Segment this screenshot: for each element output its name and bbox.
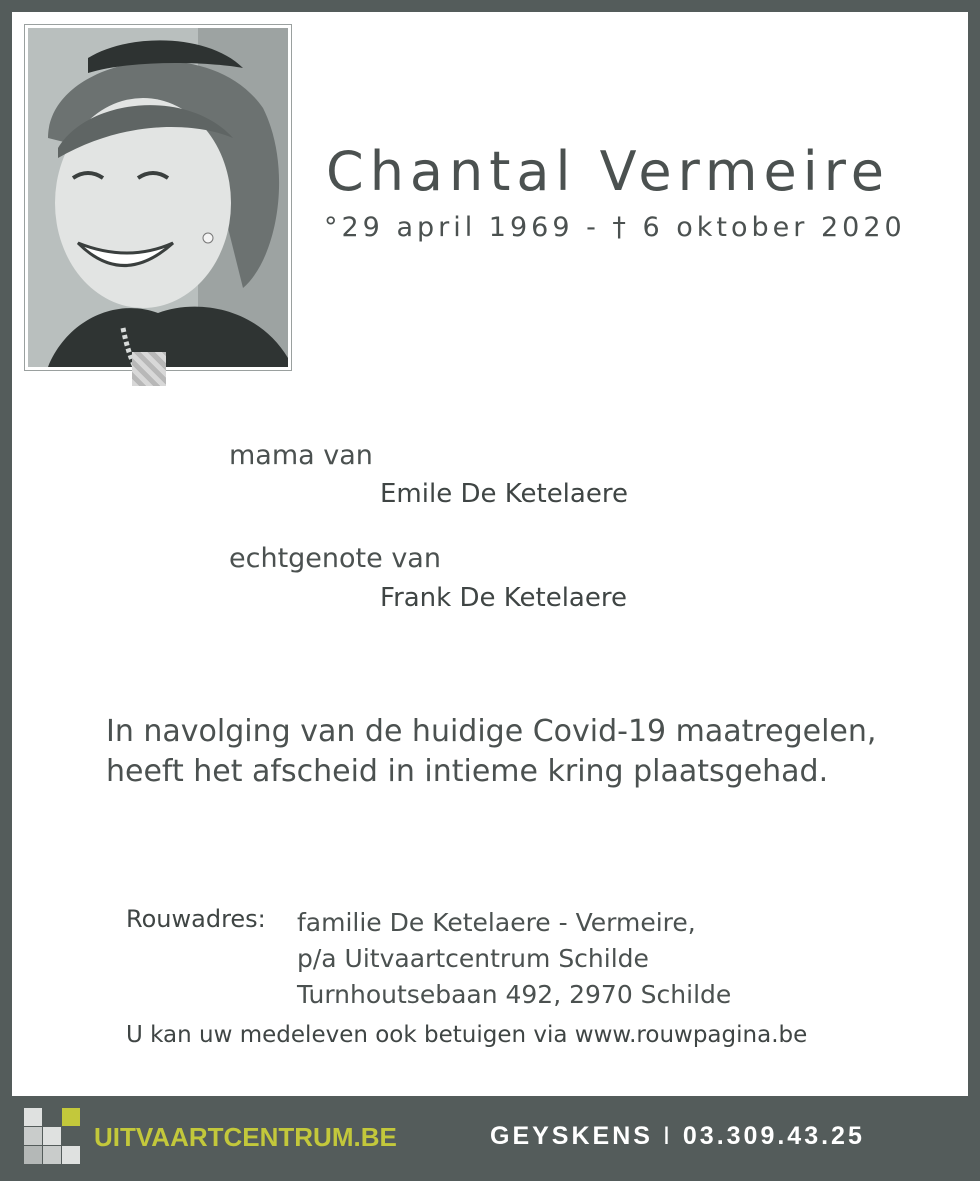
brand-name: UITVAARTCENTRUM.BE [94, 1122, 397, 1152]
portrait-photo [28, 28, 288, 367]
company-name: GEYSKENS [490, 1122, 653, 1150]
phone-number: 03.309.43.25 [682, 1122, 865, 1150]
notice-line: heeft het afscheid in intieme kring plaatsgehad. [106, 754, 829, 789]
relation-label: mama van [229, 440, 373, 471]
portrait-frame [24, 24, 292, 371]
uitvaartcentrum-logo-icon [24, 1108, 80, 1164]
covid-notice [106, 712, 936, 792]
mourning-address [297, 905, 731, 1013]
obituary-card [12, 12, 968, 1096]
company-contact [490, 1122, 865, 1151]
relation-label: echtgenote van [229, 543, 441, 574]
notice-line: In navolging van de huidige Covid-19 maatregelen, [106, 714, 877, 749]
photo-marker [132, 352, 166, 386]
footer-bar [0, 1096, 980, 1181]
address-label: Rouwadres: [126, 905, 266, 933]
address-line: familie De Ketelaere - Vermeire, [297, 908, 696, 937]
life-dates: °29 april 1969 - † 6 oktober 2020 [324, 212, 906, 243]
relation-name: Frank De Ketelaere [380, 583, 627, 613]
deceased-name: Chantal Vermeire [326, 140, 890, 203]
address-line: p/a Uitvaartcentrum Schilde [297, 944, 649, 973]
condolence-text: U kan uw medeleven ook betuigen via www.rouwpagina.be [126, 1022, 808, 1048]
relation-name: Emile De Ketelaere [380, 479, 628, 509]
separator: I [662, 1122, 673, 1150]
address-line: Turnhoutsebaan 492, 2970 Schilde [297, 980, 732, 1009]
